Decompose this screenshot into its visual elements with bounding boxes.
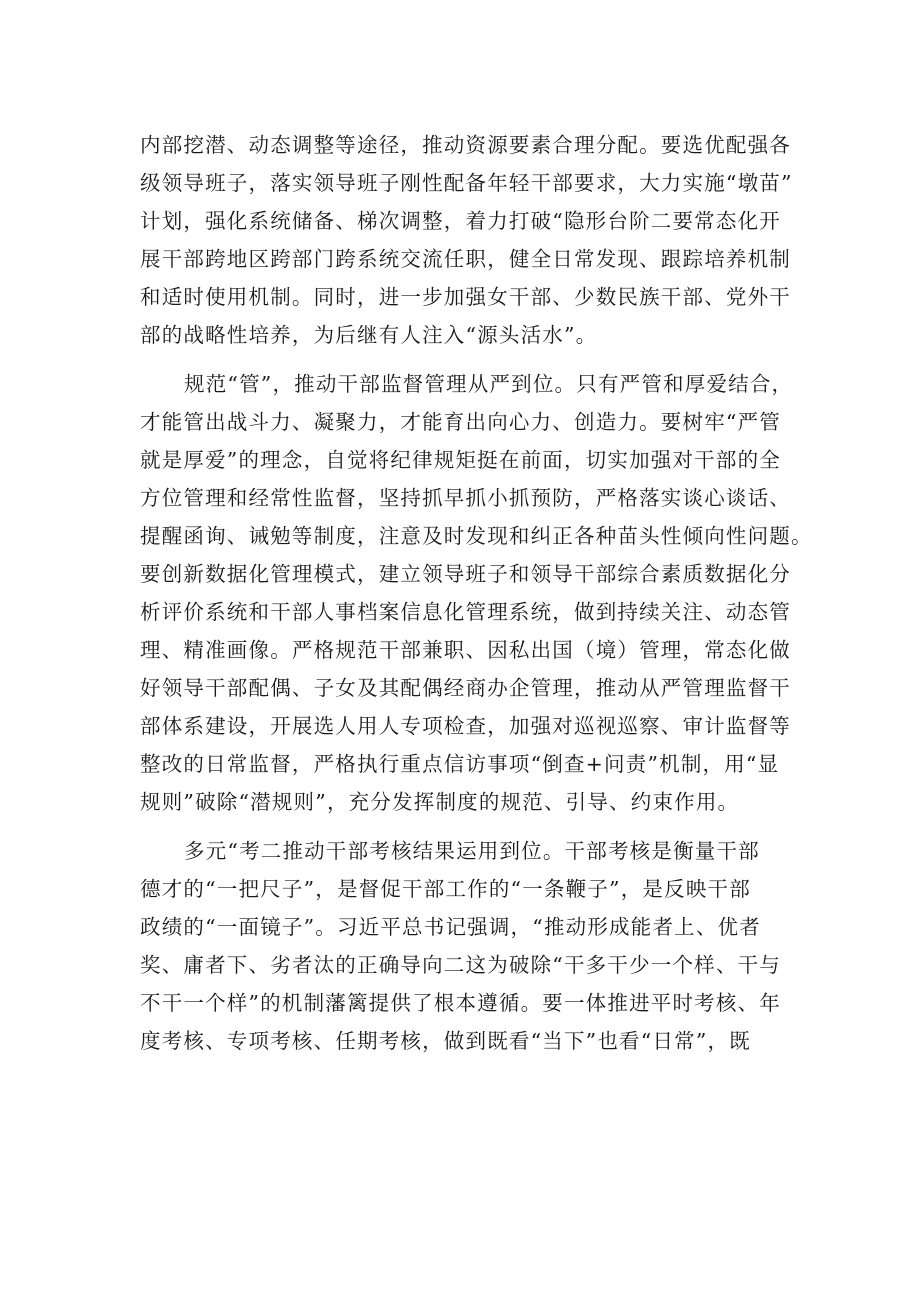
text-line: 要创新数据化管理模式，建立领导班子和领导干部综合素质数据化分 (140, 562, 791, 586)
paragraph-1 (140, 126, 793, 354)
text-line: 理、精准画像。严格规范干部兼职、因私出国（境）管理，常态化做 (140, 638, 791, 662)
text-line: 不干一个样”的机制藩篱提供了根本遵循。要一体推进平时考核、年 (140, 991, 781, 1015)
text-line: 好领导干部配偶、子女及其配偶经商办企管理，推动从严管理监督干 (140, 676, 791, 700)
text-line: 多元“考二推动干部考核结果运用到位。干部考核是衡量干部 (184, 839, 760, 863)
text-line: 提醒函询、诫勉等制度，注意及时发现和纠正各种苗头性倾向性问题。 (140, 524, 813, 548)
paragraph-3 (140, 832, 785, 1060)
document-body (140, 126, 813, 1060)
text-line: 政绩的“一面镜子”。习近平总书记强调，“推动形成能者上、优者 (140, 915, 761, 939)
text-line: 就是厚爱”的理念，自觉将纪律规矩挺在前面，切实加强对干部的全 (140, 448, 781, 472)
text-line: 级领导班子，落实领导班子刚性配备年轻干部要求，大力实施“墩苗” (140, 171, 793, 195)
text-line: 和适时使用机制。同时，进一步加强女干部、少数民族干部、党外干 (140, 285, 791, 309)
text-line: 内部挖潜、动态调整等途径，推动资源要素合理分配。要选优配强各 (140, 133, 791, 157)
text-line: 部的战略性培养，为后继有人注入“源头活水”。 (140, 323, 598, 347)
text-line: 规范“管”，推动干部监督管理从严到位。只有严管和厚爱结合， (184, 372, 794, 396)
text-line: 析评价系统和干部人事档案信息化管理系统，做到持续关注、动态管 (140, 600, 791, 624)
text-line: 整改的日常监督，严格执行重点信访事项“倒查+问责”机制，用“显 (140, 752, 780, 776)
text-line: 计划，强化系统储备、梯次调整，着力打破“隐形台阶二要常态化开 (140, 209, 781, 233)
paragraph-2 (140, 365, 813, 821)
text-line: 展干部跨地区跨部门跨系统交流任职，健全日常发现、跟踪培养机制 (140, 247, 791, 271)
text-line: 部体系建设，开展选人用人专项检查，加强对巡视巡察、审计监督等 (140, 714, 791, 738)
text-line: 才能管出战斗力、凝聚力，才能育出向心力、创造力。要树牢“严管 (140, 410, 781, 434)
text-line: 度考核、专项考核、任期考核，做到既看“当下”也看“日常”，既 (140, 1029, 751, 1053)
text-line: 德才的“一把尺子”，是督促干部工作的“一条鞭子”，是反映干部 (140, 877, 751, 901)
text-line: 方位管理和经常性监督，坚持抓早抓小抓预防，严格落实谈心谈话、 (140, 486, 791, 510)
text-line: 奖、庸者下、劣者汰的正确导向二这为破除“干多干少一个样、干与 (140, 953, 781, 977)
text-line: 规则”破除“潜规则”，充分发挥制度的规范、引导、约束作用。 (140, 790, 740, 814)
